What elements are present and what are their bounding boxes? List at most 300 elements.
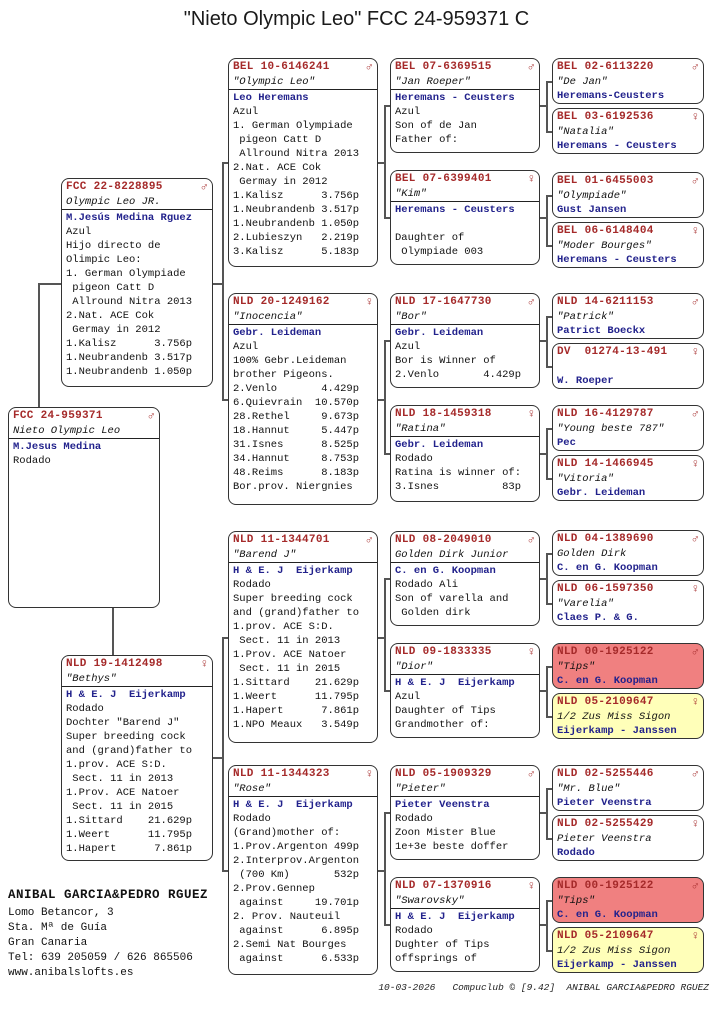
result-line: pigeon Catt D (233, 134, 322, 146)
result-line: Rodado (395, 453, 433, 465)
result-line: 2.Venlo 4.429p (395, 369, 522, 381)
ring-row (557, 346, 699, 360)
result-line: Sect. 11 in 2013 (233, 635, 341, 647)
connector-line (112, 608, 114, 655)
pedigree-box (228, 531, 378, 743)
result-line: 1e+3e beste doffer (395, 841, 509, 853)
breeder-name: C. en G. Koopman (557, 909, 658, 921)
pigeon-name: "Bor" (395, 311, 427, 323)
ring-number: NLD 07-1370916 (395, 880, 492, 892)
result-line: Ratina is winner of: (395, 467, 522, 479)
separator-line (391, 201, 539, 202)
ring-row (557, 696, 699, 710)
ring-row (557, 646, 699, 660)
breeder-name: Gebr. Leideman (395, 439, 484, 451)
pedigree-box (552, 643, 704, 689)
ring-number: NLD 00-1925122 (557, 646, 654, 658)
result-line: against 19.701p (233, 897, 360, 909)
box-body (395, 340, 535, 382)
pedigree-box (552, 222, 704, 268)
separator-line (391, 674, 539, 675)
pigeon-name: "Kim" (395, 188, 427, 200)
result-line: 2.Venlo 4.429p (233, 383, 360, 395)
separator-line (229, 324, 377, 325)
sex-icon: ♀ (365, 767, 373, 781)
separator-line (391, 436, 539, 437)
result-line: 1.prov. ACE S:D. (233, 621, 334, 633)
breeder-name: Claes P. & G. (557, 612, 639, 624)
breeder-name: H & E. J Eijerkamp (395, 911, 515, 923)
website-url: www.anibalslofts.es (8, 967, 134, 979)
sex-icon: ♂ (527, 767, 535, 781)
result-line: Zoon Mister Blue (395, 827, 496, 839)
pedigree-box (552, 927, 704, 973)
ring-row (233, 61, 373, 75)
breeder-name: Gebr. Leideman (557, 487, 646, 499)
breeder-name: M.Jesus Medina (13, 441, 102, 453)
pigeon-name: Pieter Veenstra (557, 833, 652, 845)
ring-number: NLD 08-2049010 (395, 534, 492, 546)
ring-number: NLD 14-1466945 (557, 458, 654, 470)
box-body (66, 225, 208, 379)
ring-number: NLD 05-2109647 (557, 930, 654, 942)
ring-row (395, 880, 535, 894)
sex-icon: ♀ (527, 172, 535, 186)
pedigree-box (390, 405, 540, 502)
pedigree-box (552, 172, 704, 218)
pedigree-box (228, 765, 378, 975)
separator-line (229, 562, 377, 563)
pigeon-name: "Vitoria" (557, 473, 614, 485)
result-line: 1.Neubrandenb 3.517p (233, 204, 360, 216)
breeder-name: Heremans - Ceusters (395, 204, 515, 216)
sex-icon: ♂ (691, 767, 699, 781)
pigeon-name: "Varelia" (557, 598, 614, 610)
loft-contact-block (8, 884, 208, 981)
pedigree-box (552, 530, 704, 576)
pigeon-name (557, 360, 699, 374)
pigeon-name: "Tips" (557, 895, 595, 907)
pedigree-box (552, 580, 704, 626)
ring-row (557, 458, 699, 472)
pedigree-box (228, 293, 378, 505)
ring-row (233, 296, 373, 310)
result-line: 1.Neubrandenb 3.517p (66, 352, 193, 364)
breeder-name: Heremans - Ceusters (557, 254, 677, 266)
connector-line (384, 340, 386, 454)
ring-number: NLD 17-1647730 (395, 296, 492, 308)
result-line: Azul (395, 106, 421, 118)
sex-icon: ♂ (691, 60, 699, 74)
result-line: Germay in 2012 (233, 176, 328, 188)
result-line: Allround Nitra 2013 (233, 148, 360, 160)
result-line: (Grand)mother of: (233, 827, 341, 839)
address-line: Sta. Mª de Guía (8, 922, 108, 934)
ring-row (557, 818, 699, 832)
result-line: 100% Gebr.Leideman (233, 355, 347, 367)
ring-number: BEL 07-6399401 (395, 173, 492, 185)
ring-number: NLD 11-1344323 (233, 768, 330, 780)
connector-line (546, 666, 548, 718)
result-line: 2.Semi Nat Bourges (233, 939, 347, 951)
pedigree-title: "Nieto Olympic Leo" FCC 24-959371 C (183, 8, 530, 30)
breeder-name: Eijerkamp - Janssen (557, 959, 677, 971)
connector-line (546, 788, 548, 840)
separator-line (229, 89, 377, 90)
result-line: 1.Hapert 7.861p (233, 705, 360, 717)
ring-row (557, 583, 699, 597)
sex-icon: ♀ (365, 295, 373, 309)
pigeon-name: "Ratina" (395, 423, 446, 435)
box-body (395, 217, 535, 259)
loft-name: ANIBAL GARCIA&PEDRO RGUEZ (8, 888, 209, 902)
pigeon-name: "Jan Roeper" (395, 76, 471, 88)
breeder-name: H & E. J Eijerkamp (233, 565, 353, 577)
box-body (233, 812, 373, 966)
ring-row (395, 534, 535, 548)
breeder-name: C. en G. Koopman (395, 565, 496, 577)
box-body (395, 452, 535, 494)
ring-number: NLD 20-1249162 (233, 296, 330, 308)
result-line: Sect. 11 in 2015 (66, 801, 174, 813)
connector-line (222, 162, 224, 401)
result-line: 1.Prov.Argenton 499p (233, 841, 360, 853)
pedigree-box (8, 407, 160, 608)
result-line: Son of varella and (395, 593, 509, 605)
result-line: offsprings of (395, 953, 477, 965)
separator-line (391, 324, 539, 325)
sex-icon: ♂ (691, 645, 699, 659)
result-line: Father of: (395, 134, 459, 146)
result-line: Olympiade 003 (395, 246, 484, 258)
sex-icon: ♀ (691, 929, 699, 943)
result-line: Rodado (395, 925, 433, 937)
sex-icon: ♂ (691, 879, 699, 893)
result-line: 2.Interprov.Argenton (233, 855, 360, 867)
breeder-name: H & E. J Eijerkamp (395, 677, 515, 689)
result-line: 1.Sittard 21.629p (233, 677, 360, 689)
result-line: pigeon Catt D (66, 282, 155, 294)
breeder-name: Gebr. Leideman (395, 327, 484, 339)
ring-number: NLD 00-1925122 (557, 880, 654, 892)
result-line: against 6.895p (233, 925, 360, 937)
pedigree-box (552, 293, 704, 339)
result-line: Rodado (66, 703, 104, 715)
ring-row (233, 768, 373, 782)
sex-icon: ♀ (691, 817, 699, 831)
result-line: Azul (395, 341, 421, 353)
pigeon-name: "Patrick" (557, 311, 614, 323)
sex-icon: ♀ (691, 110, 699, 124)
breeder-name: Heremans - Ceusters (395, 92, 515, 104)
result-line: Azul (66, 226, 92, 238)
result-line: 2.Nat. ACE Cok (66, 310, 155, 322)
result-line: 1.Hapert 7.861p (66, 843, 193, 855)
breeder-name: Gust Jansen (557, 204, 627, 216)
separator-line (391, 796, 539, 797)
breeder-name: H & E. J Eijerkamp (233, 799, 353, 811)
connector-line (384, 105, 386, 218)
breeder-name: W. Roeper (557, 375, 614, 387)
print-info: 10-03-2026 Compuclub © [9.42] ANIBAL GARCIA&PEDRO RGUEZ (378, 982, 709, 993)
ring-row (66, 658, 208, 672)
pedigree-box (390, 293, 540, 388)
pedigree-box (552, 877, 704, 923)
sex-icon: ♀ (527, 645, 535, 659)
separator-line (9, 438, 159, 439)
result-line: Rodado (233, 579, 271, 591)
result-line: 1.Sittard 21.629p (66, 815, 193, 827)
result-line: Super breeding cock (66, 731, 186, 743)
ring-row (557, 111, 699, 125)
ring-number: BEL 02-6113220 (557, 61, 654, 73)
address-line: Gran Canaria (8, 937, 88, 949)
separator-line (391, 562, 539, 563)
result-line: Rodado Ali (395, 579, 459, 591)
breeder-name: C. en G. Koopman (557, 675, 658, 687)
ring-number: NLD 16-4129787 (557, 408, 654, 420)
ring-row (395, 408, 535, 422)
ring-row (395, 173, 535, 187)
box-body (395, 812, 535, 854)
result-line: (700 Km) 532p (233, 869, 360, 881)
result-line: Daughter of (395, 232, 465, 244)
ring-number: NLD 04-1389690 (557, 533, 654, 545)
separator-line (229, 796, 377, 797)
connector-line (384, 578, 386, 691)
ring-number: DV 01274-13-491 (557, 346, 668, 358)
connector-line (546, 195, 548, 247)
breeder-name: H & E. J Eijerkamp (66, 689, 186, 701)
breeder-name: Pieter Veenstra (395, 799, 490, 811)
ring-row (395, 296, 535, 310)
result-line: Rodado (233, 813, 271, 825)
result-line: 1.Prov. ACE Natoer (233, 649, 347, 661)
result-line: 3.Isnes 83p (395, 481, 522, 493)
pigeon-name: "Olympic Leo" (233, 76, 315, 88)
ring-number: NLD 14-6211153 (557, 296, 654, 308)
sex-icon: ♂ (200, 180, 208, 194)
pedigree-box (552, 815, 704, 861)
ring-row (395, 646, 535, 660)
box-body (233, 340, 373, 494)
result-line: 6.Quievrain 10.570p (233, 397, 360, 409)
result-line: Daughter of Tips (395, 705, 496, 717)
pedigree-box (390, 58, 540, 153)
ring-row (13, 410, 155, 424)
result-line: against 6.533p (233, 953, 360, 965)
sex-icon: ♀ (527, 879, 535, 893)
box-body (395, 578, 535, 620)
pigeon-name: Nieto Olympic Leo (13, 425, 121, 437)
ring-number: NLD 06-1597350 (557, 583, 654, 595)
sex-icon: ♀ (691, 345, 699, 359)
ring-row (66, 181, 208, 195)
sex-icon: ♂ (147, 409, 155, 423)
result-line: Hijo directo de (66, 240, 161, 252)
ring-row (395, 61, 535, 75)
result-line: 1.Neubrandenb 1.050p (66, 366, 193, 378)
ring-row (557, 930, 699, 944)
result-line: 1.Prov. ACE Natoer (66, 787, 180, 799)
ring-row (557, 880, 699, 894)
pigeon-name: "Barend J" (233, 549, 297, 561)
sex-icon: ♂ (365, 533, 373, 547)
result-line: Azul (233, 106, 259, 118)
ring-number: NLD 02-5255446 (557, 768, 654, 780)
result-line: 34.Hannut 8.753p (233, 453, 360, 465)
connector-line (213, 283, 222, 285)
ring-number: FCC 22-8228895 (66, 181, 163, 193)
pigeon-name: "Pieter" (395, 783, 446, 795)
result-line: Azul (233, 341, 259, 353)
result-line: Super breeding cock (233, 593, 353, 605)
ring-number: NLD 02-5255429 (557, 818, 654, 830)
result-line: Rodado (395, 813, 433, 825)
ring-number: NLD 05-2109647 (557, 696, 654, 708)
pigeon-name: "Swarovsky" (395, 895, 465, 907)
sex-icon: ♀ (691, 457, 699, 471)
sex-icon: ♀ (527, 407, 535, 421)
pigeon-name: Golden Dirk Junior (395, 549, 509, 561)
separator-line (391, 89, 539, 90)
pedigree-box (390, 765, 540, 860)
result-line: 1.Kalisz 3.756p (233, 190, 360, 202)
result-line: Allround Nitra 2013 (66, 296, 193, 308)
result-line: 1.Neubrandenb 1.050p (233, 218, 360, 230)
pigeon-name: "Mr. Blue" (557, 783, 621, 795)
result-line: Rodado (13, 455, 51, 467)
pigeon-name: "Bethys" (66, 673, 117, 685)
result-line: Dughter of Tips (395, 939, 490, 951)
connector-line (546, 81, 548, 133)
sex-icon: ♀ (691, 582, 699, 596)
result-line (395, 217, 535, 231)
result-line: Son of de Jan (395, 120, 477, 132)
connector-line (38, 283, 61, 285)
sex-icon: ♀ (691, 695, 699, 709)
ring-number: BEL 10-6146241 (233, 61, 330, 73)
sex-icon: ♂ (691, 295, 699, 309)
connector-line (222, 637, 224, 872)
sex-icon: ♂ (527, 60, 535, 74)
pedigree-box (552, 455, 704, 501)
ring-row (557, 175, 699, 189)
pedigree-box (552, 765, 704, 811)
result-line: brother Pigeons. (233, 369, 334, 381)
ring-number: BEL 03-6192536 (557, 111, 654, 123)
result-line: 1.Kalisz 3.756p (66, 338, 193, 350)
pedigree-box (552, 405, 704, 451)
result-line: and (grand)father to (233, 607, 360, 619)
result-line: 31.Isnes 8.525p (233, 439, 360, 451)
address-line: Lomo Betancor, 3 (8, 907, 114, 919)
result-line: 1.NPO Meaux 3.549p (233, 719, 360, 731)
pigeon-name: Golden Dirk (557, 548, 627, 560)
result-line: Olimpic Leo: (66, 254, 142, 266)
breeder-name: C. en G. Koopman (557, 562, 658, 574)
box-body (13, 454, 155, 468)
ring-number: NLD 05-1909329 (395, 768, 492, 780)
ring-row (395, 768, 535, 782)
result-line: 1.Weert 11.795p (233, 691, 360, 703)
separator-line (62, 686, 212, 687)
result-line: 1. German Olympiade (233, 120, 353, 132)
result-line: Azul (395, 691, 421, 703)
breeder-name: Pec (557, 437, 576, 449)
pigeon-name: "Olympiade" (557, 190, 627, 202)
connector-line (213, 757, 222, 759)
result-line: 2.Nat. ACE Cok (233, 162, 322, 174)
result-line: Dochter "Barend J" (66, 717, 180, 729)
result-line: Sect. 11 in 2013 (66, 773, 174, 785)
pigeon-name: 1/2 Zus Miss Sigon (557, 945, 671, 957)
pedigree-box (390, 531, 540, 626)
box-body (66, 702, 208, 856)
ring-row (233, 534, 373, 548)
pigeon-name: "Dior" (395, 661, 433, 673)
breeder-name: M.Jesús Medina Rguez (66, 212, 193, 224)
result-line: 48.Reims 8.183p (233, 467, 360, 479)
ring-row (557, 768, 699, 782)
pedigree-box (390, 877, 540, 972)
pigeon-name: "Rose" (233, 783, 271, 795)
box-body (233, 578, 373, 732)
pigeon-name: "Inocencia" (233, 311, 303, 323)
sex-icon: ♂ (691, 532, 699, 546)
ring-number: NLD 11-1344701 (233, 534, 330, 546)
result-line: 1. German Olympiade (66, 268, 186, 280)
breeder-name: Heremans - Ceusters (557, 140, 677, 152)
result-line: Bor is Winner of (395, 355, 496, 367)
pigeon-name: Olympic Leo JR. (66, 196, 161, 208)
result-line: Germay in 2012 (66, 324, 161, 336)
sex-icon: ♀ (691, 224, 699, 238)
result-line: 2.Prov.Gennep (233, 883, 315, 895)
sex-icon: ♂ (527, 295, 535, 309)
connector-line (546, 316, 548, 368)
sex-icon: ♂ (691, 174, 699, 188)
connector-line (546, 553, 548, 605)
sex-icon: ♂ (527, 533, 535, 547)
separator-line (391, 908, 539, 909)
sex-icon: ♂ (691, 407, 699, 421)
ring-number: BEL 06-6148404 (557, 225, 654, 237)
result-line: 1.Weert 11.795p (66, 829, 193, 841)
ring-row (557, 408, 699, 422)
pedigree-box (390, 643, 540, 738)
box-body (395, 105, 535, 147)
separator-line (62, 209, 212, 210)
ring-number: BEL 01-6455003 (557, 175, 654, 187)
ring-number: BEL 07-6369515 (395, 61, 492, 73)
connector-line (384, 812, 386, 925)
ring-number: FCC 24-959371 (13, 410, 103, 422)
breeder-name: Leo Heremans (233, 92, 309, 104)
result-line: Sect. 11 in 2015 (233, 663, 341, 675)
pedigree-box (228, 58, 378, 267)
pigeon-name: "De Jan" (557, 76, 608, 88)
pedigree-box (61, 655, 213, 861)
breeder-name: Pieter Veenstra (557, 797, 652, 809)
pigeon-name: "Natalia" (557, 126, 614, 138)
box-body (395, 924, 535, 966)
ring-number: NLD 09-1833335 (395, 646, 492, 658)
pedigree-box (552, 108, 704, 154)
result-line: Golden dirk (395, 607, 471, 619)
pedigree-box (390, 170, 540, 265)
result-line: Bor.prov. Niergnies (233, 481, 353, 493)
